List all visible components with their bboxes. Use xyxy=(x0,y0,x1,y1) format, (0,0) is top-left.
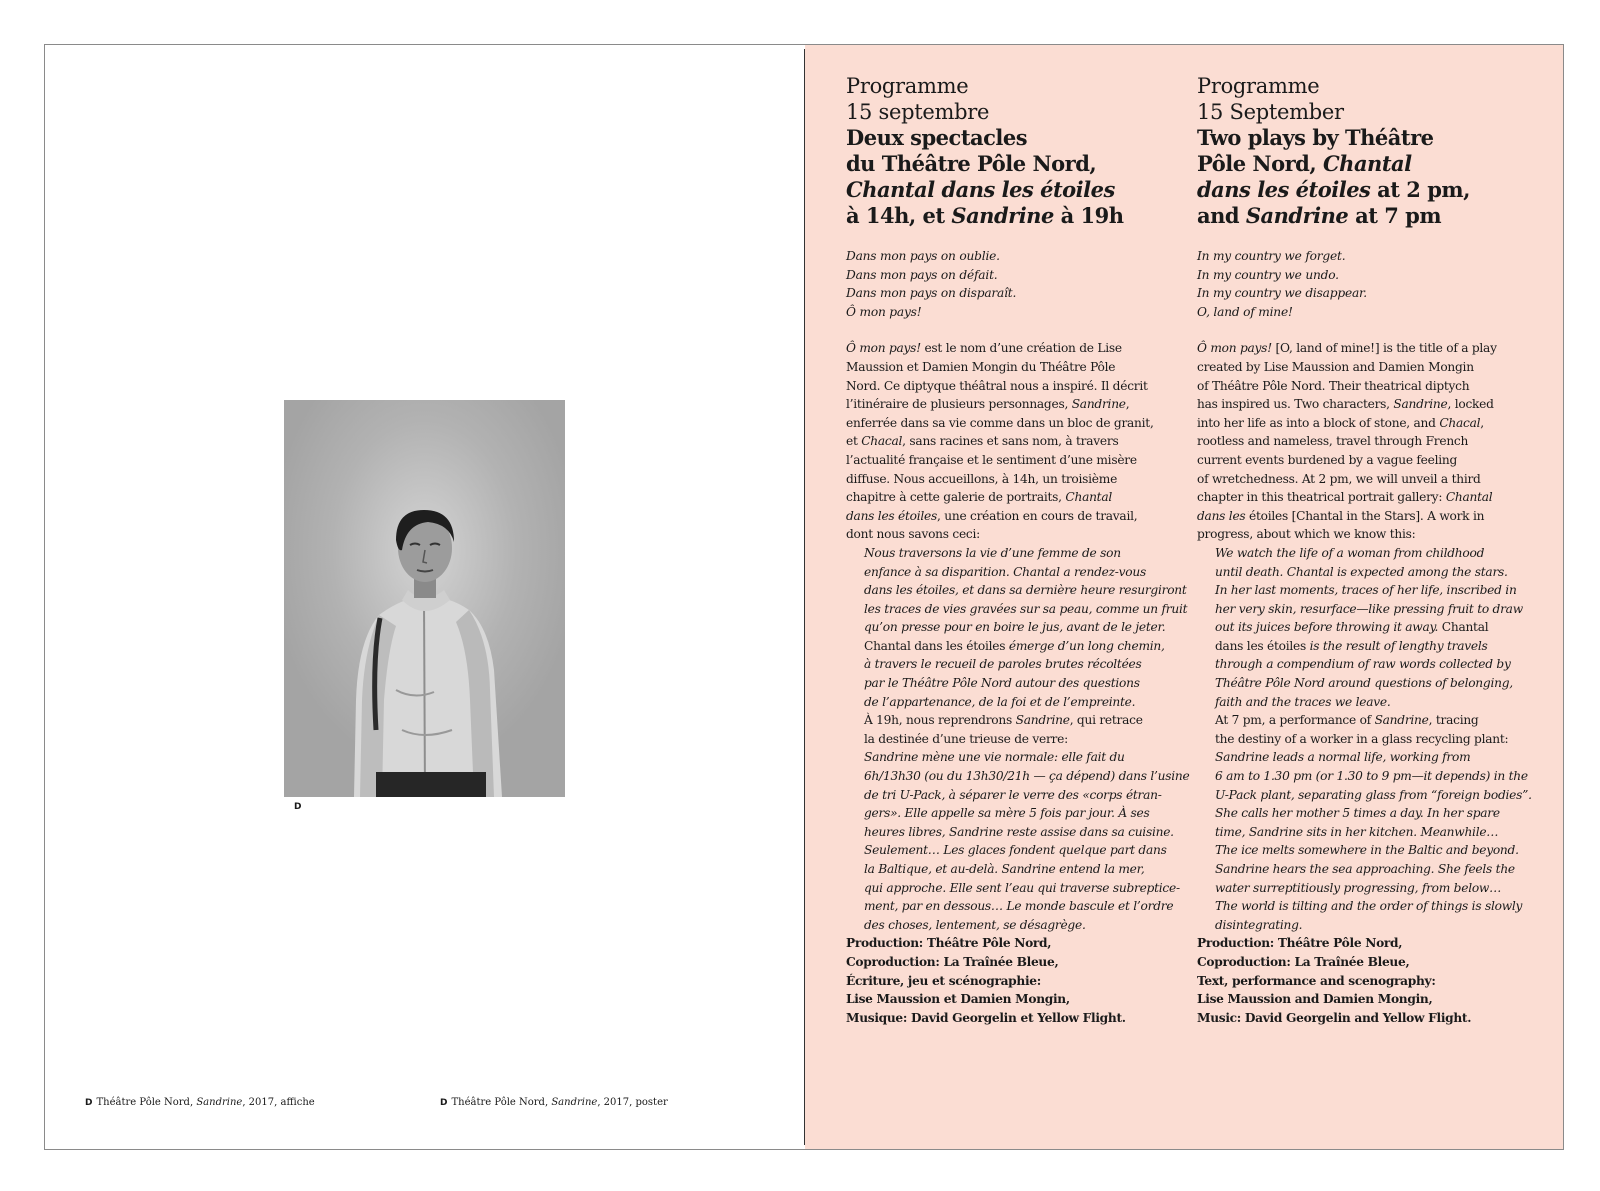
caption-letter: D xyxy=(440,1098,448,1108)
italic-run: Chacal xyxy=(861,434,903,449)
woman-portrait-image xyxy=(284,400,565,797)
heading-title-line-2: du Théâtre Pôle Nord, xyxy=(846,151,1097,176)
italic-run: Sandrine xyxy=(1071,397,1126,412)
italic-run: Ô mon pays! xyxy=(846,341,921,356)
heading-text: à 19h xyxy=(1053,203,1124,228)
text-line: et Chacal, sans racines et sans nom, à travers xyxy=(846,434,1119,449)
heading-title-line-3 xyxy=(1197,177,1525,203)
text-line: Chantal dans les étoiles émerge d’un long chemin, xyxy=(864,638,1165,653)
italic-run: Sandrine xyxy=(1393,397,1448,412)
text-line xyxy=(846,897,1174,916)
play-title: dans les étoiles xyxy=(1197,177,1371,202)
text-line: Ô mon pays! [O, land of mine!] is the title of a play xyxy=(1197,341,1497,356)
text-line: chapitre à cette galerie de portraits, Chantal xyxy=(846,490,1112,505)
italic-run: Sandrine xyxy=(1374,713,1429,728)
italic-run: 6h/13h30 (ou du 13h30/21h — ça dépend) dans l’usine xyxy=(864,769,1190,784)
text-line xyxy=(846,600,1188,619)
text-line: has inspired us. Two characters, Sandrine, locked xyxy=(1197,397,1494,412)
text-line xyxy=(846,786,1174,805)
text-line: At 7 pm, a performance of Sandrine, tracing xyxy=(1215,713,1479,728)
italic-run: Sandrine xyxy=(1015,713,1070,728)
italic-run: water surreptitiously progressing, from below… xyxy=(1215,880,1502,895)
poem-line: Dans mon pays on disparaît. xyxy=(846,286,1017,301)
text-line xyxy=(1197,655,1525,674)
heading-programme: Programme xyxy=(846,74,969,98)
book-spread xyxy=(44,44,1564,1150)
italic-run: In her last moments, traces of her life, inscribed in xyxy=(1215,583,1517,598)
text-line xyxy=(1197,860,1525,879)
italic-run: de tri U-Pack, à séparer le verre des «corps étran- xyxy=(864,787,1162,802)
italic-run: dans les xyxy=(1197,508,1246,523)
text-line: enferrée dans sa vie comme dans un bloc de granit, xyxy=(846,415,1154,430)
caption-letter: D xyxy=(85,1098,93,1108)
text-line: created by Lise Maussion and Damien Mongin xyxy=(1197,359,1474,374)
text-line xyxy=(1197,674,1525,693)
heading-programme: Programme xyxy=(1197,74,1320,98)
italic-run: Chantal xyxy=(1445,490,1493,505)
paragraph xyxy=(1197,339,1525,544)
italic-run: U-Pack plant, separating glass from “foreign bodies”. xyxy=(1215,787,1532,802)
play-title: Sandrine xyxy=(1245,203,1349,228)
caption-text-end: , 2017, affiche xyxy=(242,1097,315,1108)
heading-text: à 14h, et xyxy=(846,203,952,228)
paragraph xyxy=(1197,544,1525,711)
caption-title: Sandrine xyxy=(551,1097,598,1108)
text-line xyxy=(846,804,1174,823)
italic-run: Chantal xyxy=(1065,490,1112,505)
text-line: Maussion et Damien Mongin du Théâtre Pôle xyxy=(846,359,1116,374)
text-line: chapter in this theatrical portrait gallery: Chantal xyxy=(1197,490,1493,505)
italic-run: until death. Chantal is expected among the stars. xyxy=(1215,564,1508,579)
text-line xyxy=(1197,693,1525,712)
italic-run: enfance à sa disparition. Chantal a rendez-vous xyxy=(864,564,1146,579)
credits-fr xyxy=(846,934,1174,1027)
heading-title-line-2 xyxy=(1197,151,1525,177)
italic-run: faith and the traces we leave. xyxy=(1215,694,1391,709)
italic-run: The ice melts somewhere in the Baltic and beyond. xyxy=(1215,843,1519,858)
italic-run: disintegrating. xyxy=(1215,917,1303,932)
text-line: la destinée d’une trieuse de verre: xyxy=(864,731,1068,746)
italic-run: Seulement… Les glaces fondent quelque part dans xyxy=(864,843,1167,858)
text-line: dont nous savons ceci: xyxy=(846,527,981,542)
italic-run: She calls her mother 5 times a day. In her spare xyxy=(1215,806,1500,821)
text-line xyxy=(1197,897,1525,916)
text-line xyxy=(846,916,1174,935)
text-line: into her life as into a block of stone, and Chacal, xyxy=(1197,415,1484,430)
caption-text-end: , 2017, poster xyxy=(597,1097,668,1108)
paragraph xyxy=(846,748,1190,934)
right-page xyxy=(805,45,1563,1149)
italic-run: her very skin, resurface—like pressing fruit to draw xyxy=(1215,601,1523,616)
text-line xyxy=(846,748,1174,767)
credit-line: Production: Théâtre Pôle Nord, xyxy=(846,936,1052,951)
heading-title-line-4 xyxy=(846,203,1174,229)
italic-run: through a compendium of raw words collected by xyxy=(1215,657,1511,672)
text-line: l’itinéraire de plusieurs personnages, Sandrine, xyxy=(846,397,1130,412)
paragraph xyxy=(846,711,1174,748)
caption-french xyxy=(85,1097,315,1109)
italic-run: la Baltique, et au-delà. Sandrine entend la mer, xyxy=(864,862,1145,876)
italic-run: gers». Elle appelle sa mère 5 fois par jour. À ses xyxy=(864,806,1150,821)
heading-text: Pôle Nord, xyxy=(1197,151,1323,176)
credit-line: Écriture, jeu et scénographie: xyxy=(846,973,1041,988)
caption-text: Théâtre Pôle Nord, xyxy=(451,1097,552,1108)
heading-text: at 7 pm xyxy=(1348,203,1442,228)
text-line: of Théâtre Pôle Nord. Their theatrical diptych xyxy=(1197,378,1470,393)
text-line: À 19h, nous reprendrons Sandrine, qui retrace xyxy=(864,713,1143,728)
italic-run: Sandrine mène une vie normale: elle fait du xyxy=(864,750,1125,765)
text-line xyxy=(846,767,1190,786)
text-line xyxy=(1197,600,1525,619)
poem-en xyxy=(1197,247,1525,321)
text-line: out its juices before throwing it away. Chantal xyxy=(1215,620,1489,635)
heading-title-line-1: Deux spectacles xyxy=(846,125,1028,150)
figure-letter: D xyxy=(294,802,302,812)
heading-text: at 2 pm, xyxy=(1370,177,1470,202)
italic-run: les traces de vies gravées sur sa peau, comme un fruit xyxy=(864,601,1188,616)
text-line: Ô mon pays! est le nom d’une création de Lise xyxy=(846,341,1122,356)
poem-line: In my country we undo. xyxy=(1197,267,1339,282)
programme-heading-fr xyxy=(846,73,1174,229)
heading-title-line-4 xyxy=(1197,203,1525,229)
body-text-en xyxy=(1197,339,1532,1027)
text-line: dans les étoiles [Chantal in the Stars]. A work in xyxy=(1197,508,1485,523)
italic-run: We watch the life of a woman from childhood xyxy=(1215,545,1485,560)
italic-run: 6 am to 1.30 pm (or 1.30 to 9 pm—it depends) in the xyxy=(1215,769,1528,784)
text-line xyxy=(1197,748,1525,767)
caption-english xyxy=(440,1097,668,1109)
text-line: Nord. Ce diptyque théâtral nous a inspiré. Il décrit xyxy=(846,378,1148,393)
text-line: the destiny of a worker in a glass recycling plant: xyxy=(1215,731,1509,746)
play-title: Sandrine xyxy=(951,203,1054,228)
italic-run: Chacal xyxy=(1439,415,1481,430)
italic-run: dans les étoiles xyxy=(846,508,937,523)
text-line: of wretchedness. At 2 pm, we will unveil a third xyxy=(1197,471,1481,486)
paragraph xyxy=(846,544,1188,711)
text-line xyxy=(1197,841,1525,860)
poem-line: In my country we forget. xyxy=(1197,249,1346,263)
heading-date: 15 septembre xyxy=(846,100,990,124)
text-line xyxy=(846,823,1174,842)
text-line xyxy=(846,841,1174,860)
italic-run: émerge d’un long chemin, xyxy=(1008,638,1165,653)
credit-line: Coproduction: La Traînée Bleue, xyxy=(1197,954,1410,969)
text-line xyxy=(1197,916,1525,935)
play-title: Chantal xyxy=(1322,151,1412,176)
text-line xyxy=(846,618,1174,637)
text-line xyxy=(1197,767,1528,786)
text-line xyxy=(846,674,1174,693)
credit-line: Lise Maussion et Damien Mongin, xyxy=(846,992,1070,1007)
poem-fr xyxy=(846,247,1174,321)
text-line xyxy=(846,563,1174,582)
column-french xyxy=(846,73,1190,1027)
text-line xyxy=(846,693,1174,712)
text-line xyxy=(1197,823,1525,842)
credit-line: Production: Théâtre Pôle Nord, xyxy=(1197,936,1403,951)
text-line xyxy=(1197,563,1525,582)
text-line: rootless and nameless, travel through French xyxy=(1197,434,1469,449)
credits-en xyxy=(1197,934,1525,1027)
italic-run: Nous traversons la vie d’une femme de son xyxy=(864,545,1121,560)
portrait-photo xyxy=(284,400,565,797)
heading-title-line-3 xyxy=(846,177,1174,203)
paragraph xyxy=(1197,711,1525,748)
credit-line: Lise Maussion and Damien Mongin, xyxy=(1197,992,1433,1007)
poem-line: Ô mon pays! xyxy=(846,304,922,319)
poem-line: Dans mon pays on oublie. xyxy=(846,249,1000,263)
body-text-fr xyxy=(846,339,1190,1027)
italic-run: par le Théâtre Pôle Nord autour des questions xyxy=(864,676,1140,691)
caption-text: Théâtre Pôle Nord, xyxy=(96,1097,197,1108)
text-line xyxy=(1197,544,1525,563)
italic-run: Sandrine leads a normal life, working from xyxy=(1215,750,1471,765)
text-line xyxy=(846,544,1174,563)
italic-run: is the result of lengthy travels xyxy=(1309,638,1488,653)
column-english xyxy=(1197,73,1532,1027)
paragraph xyxy=(846,339,1174,544)
caption-title: Sandrine xyxy=(196,1097,243,1108)
credit-line: Coproduction: La Traînée Bleue, xyxy=(846,954,1059,969)
left-page xyxy=(45,45,805,1149)
italic-run: des choses, lentement, se désagrège. xyxy=(864,917,1086,932)
poem-line: In my country we disappear. xyxy=(1197,286,1367,301)
italic-run: time, Sandrine sits in her kitchen. Meanwhile… xyxy=(1215,824,1499,839)
play-title: Chantal dans les étoiles xyxy=(846,177,1115,202)
heading-text: and xyxy=(1197,203,1246,228)
text-line xyxy=(846,860,1174,879)
paragraph xyxy=(1197,748,1532,934)
credit-line: Musique: David Georgelin et Yellow Flight. xyxy=(846,1010,1126,1025)
italic-run: Théâtre Pôle Nord around questions of belonging, xyxy=(1215,676,1513,691)
text-line xyxy=(846,879,1180,898)
text-line: dans les étoiles is the result of lengthy travels xyxy=(1215,638,1488,653)
text-line xyxy=(846,655,1174,674)
heading-date: 15 September xyxy=(1197,100,1344,124)
italic-run: heures libres, Sandrine reste assise dans sa cuisine. xyxy=(864,824,1174,839)
text-line xyxy=(1197,581,1525,600)
italic-run: de l’appartenance, de la foi et de l’empreinte. xyxy=(864,694,1136,709)
poem-line: Dans mon pays on défait. xyxy=(846,267,998,282)
text-line xyxy=(1197,786,1532,805)
italic-run: Ô mon pays! xyxy=(1197,341,1272,356)
text-line: l’actualité française et le sentiment d’une misère xyxy=(846,452,1137,467)
text-line xyxy=(1197,879,1525,898)
italic-run: dans les étoiles, et dans sa dernière heure resurgiront xyxy=(864,583,1187,598)
text-line: current events burdened by a vague feeling xyxy=(1197,452,1458,467)
credit-line: Music: David Georgelin and Yellow Flight. xyxy=(1197,1010,1472,1025)
italic-run: qui approche. Elle sent l’eau qui traverse subreptice- xyxy=(864,880,1180,895)
text-line: progress, about which we know this: xyxy=(1197,527,1416,542)
text-line: diffuse. Nous accueillons, à 14h, un troisième xyxy=(846,471,1118,486)
italic-run: à travers le recueil de paroles brutes récoltées xyxy=(864,657,1142,672)
programme-heading-en xyxy=(1197,73,1525,229)
text-line: dans les étoiles, une création en cours de travail, xyxy=(846,508,1138,523)
italic-run: out its juices before throwing it away. xyxy=(1215,620,1439,635)
credit-line: Text, performance and scenography: xyxy=(1197,973,1436,988)
text-line xyxy=(846,581,1187,600)
text-line xyxy=(1197,804,1525,823)
italic-run: ment, par en dessous… Le monde bascule et l’ordre xyxy=(864,899,1174,914)
italic-run: The world is tilting and the order of things is slowly xyxy=(1215,899,1523,914)
heading-title-line-1: Two plays by Théâtre xyxy=(1197,125,1434,150)
italic-run: qu’on presse pour en boire le jus, avant de le jeter. xyxy=(864,620,1166,635)
italic-run: Sandrine hears the sea approaching. She feels the xyxy=(1215,862,1515,876)
poem-line: O, land of mine! xyxy=(1197,304,1293,319)
